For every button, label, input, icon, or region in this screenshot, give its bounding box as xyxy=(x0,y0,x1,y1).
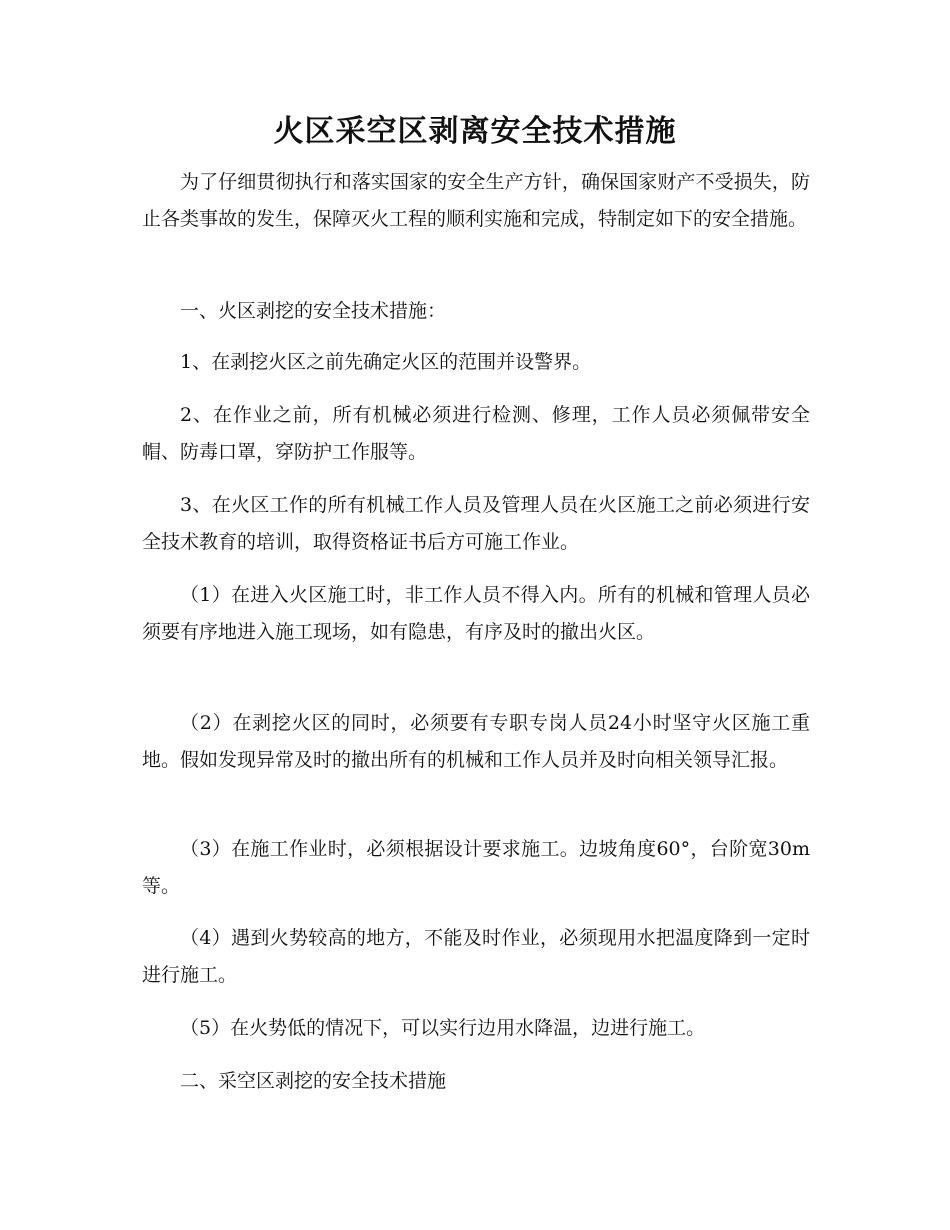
document-title: 火区采空区剥离安全技术措施 xyxy=(273,114,677,149)
paragraph-item-3: 3、在火区工作的所有机械工作人员及管理人员在火区施工之前必须进行安全技术教育的培训，取得资格证书后方可施工作业。 xyxy=(142,494,810,553)
paragraph-section-2-heading: 二、采空区剥挖的安全技术措施 xyxy=(180,1070,447,1092)
paragraph-section-1-heading: 一、火区剥挖的安全技术措施： xyxy=(180,300,447,322)
paragraph-item-2: 2、在作业之前，所有机械必须进行检测、修理，工作人员必须佩带安全帽、防毒口罩，穿防护工作服等。 xyxy=(142,404,810,463)
paragraph-item-1: 1、在剥挖火区之前先确定火区的范围并设警界。 xyxy=(180,351,592,373)
paragraph-sub-item-5: （5）在火势低的情况下，可以实行边用水降温，边进行施工。 xyxy=(180,1017,706,1039)
paragraph-intro: 为了仔细贯彻执行和落实国家的安全生产方针，确保国家财产不受损失，防止各类事故的发生，保障灭火工程的顺利实施和完成，特制定如下的安全措施。 xyxy=(142,171,810,230)
paragraph-sub-item-4: （4）遇到火势较高的地方，不能及时作业，必须现用水把温度降到一定时进行施工。 xyxy=(142,927,810,986)
paragraph-sub-item-2: （2）在剥挖火区的同时，必须要有专职专岗人员24小时坚守火区施工重地。假如发现异常及时的撤出所有的机械和工作人员并及时向相关领导汇报。 xyxy=(142,712,810,771)
paragraph-sub-item-1: （1）在进入火区施工时，非工作人员不得入内。所有的机械和管理人员必须要有序地进入施工现场，如有隐患，有序及时的撤出火区。 xyxy=(142,584,810,643)
paragraph-sub-item-3: （3）在施工作业时，必须根据设计要求施工。边坡角度60°，台阶宽30m等。 xyxy=(142,838,810,897)
